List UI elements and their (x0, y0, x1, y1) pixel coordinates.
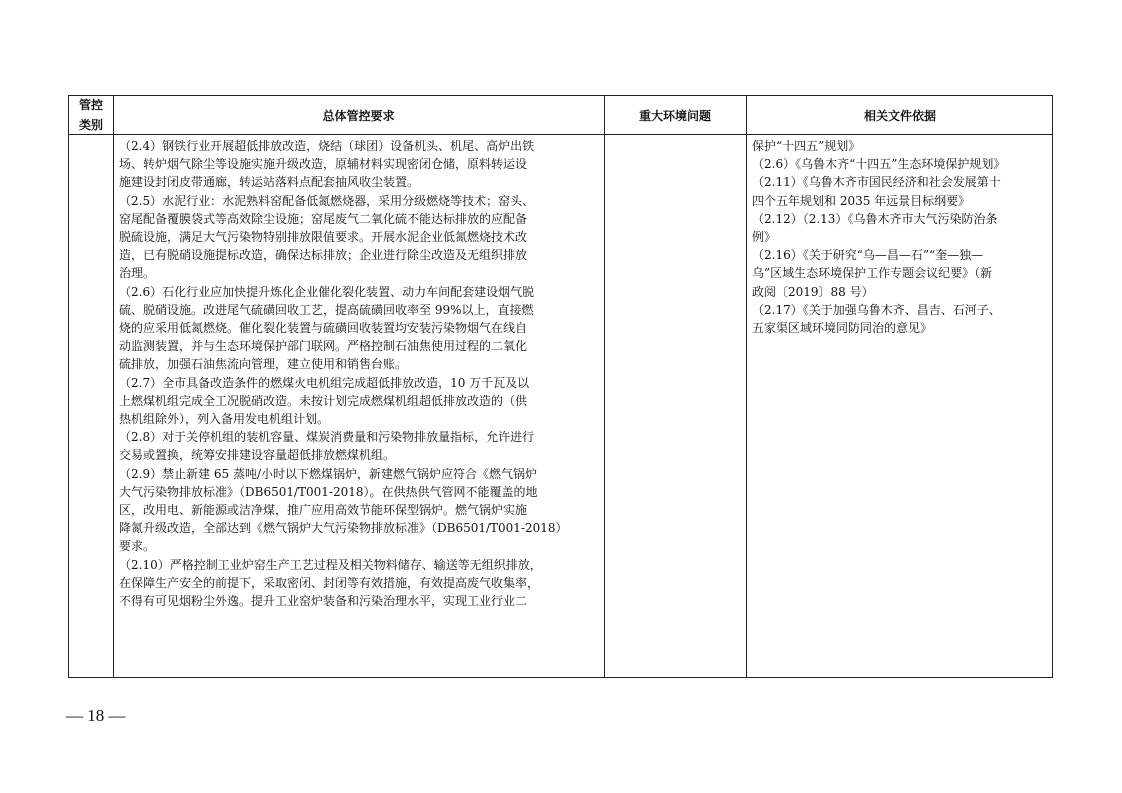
text-line: （2.16）《关于研究“乌—昌—石”“奎—独— (752, 248, 984, 263)
header-requirements: 总体管控要求 (322, 108, 395, 123)
references-cell (752, 137, 1049, 337)
text-line: 不得有可见烟粉尘外逸。提升工业窑炉装备和污染治理水平，实现工业行业二 (119, 594, 528, 609)
header-category-line2: 类别 (78, 118, 103, 132)
header-divider (69, 134, 1052, 135)
text-line: 施建设封闭皮带通廊，转运站落料点配套抽风收尘装置。 (119, 175, 420, 190)
page-number: — 18 — (66, 706, 126, 725)
text-line: 区，改用电、新能源或洁净煤，推广应用高效节能环保型锅炉。燃气锅炉实施 (119, 503, 528, 518)
text-line: 要求。 (119, 539, 156, 554)
text-line: 动监测装置，并与生态环境保护部门联网。严格控制石油焦使用过程的二氧化 (119, 339, 528, 354)
text-line: （2.4）钢铁行业开展超低排放改造，烧结（球团）设备机头、机尾、高炉出铁 (119, 139, 535, 153)
text-line: （2.9）禁止新建 65 蒸吨/小时以下燃煤锅炉，新建燃气锅炉应符合《燃气锅炉 (119, 466, 538, 481)
text-line: 上燃煤机组完成全工况脱硝改造。未按计划完成燃煤机组超低排放改造的（供 (119, 393, 528, 408)
text-line: 场、转炉烟气除尘等设施实施升级改造，原辅材料实现密闭仓储，原料转运设 (119, 157, 528, 172)
text-line: 硫排放，加强石油焦流向管理，建立使用和销售台账。 (119, 357, 408, 372)
column-divider (604, 96, 605, 677)
text-line: （2.17）《关于加强乌鲁木齐、昌吉、石河子、 (752, 302, 1001, 317)
text-line: （2.11）《乌鲁木齐市国民经济和社会发展第十 (752, 175, 1001, 190)
text-line: （2.8）对于关停机组的装机容量、煤炭消费量和污染物排放量指标，允许进行 (119, 430, 535, 445)
text-line: 硫、脱硝设施。改进尾气硫磺回收工艺，提高硫磺回收率至 99%以上，直接燃 (119, 302, 534, 317)
text-line: 降氮升级改造，全部达到《燃气锅炉大气污染物排放标准》（DB6501/T001-2018） (119, 521, 568, 536)
text-line: 治理。 (119, 266, 156, 281)
header-category (69, 96, 113, 134)
text-line: 五家渠区域环境同防同治的意见》 (752, 321, 933, 336)
text-line: 热机组除外），列入备用发电机组计划。 (119, 412, 330, 427)
text-line: 乌”区域生态环境保护工作专题会议纪要》（新 (752, 266, 993, 281)
requirements-cell (119, 137, 599, 610)
text-line: （2.6）石化行业应加快提升炼化企业催化裂化装置、动力车间配套建设烟气脱 (119, 284, 535, 299)
header-category-line1: 管控 (78, 98, 103, 112)
text-line: （2.5）水泥行业：水泥熟料窑配备低氮燃烧器，采用分级燃烧等技术；窑头、 (119, 193, 535, 208)
text-line: 例》 (752, 230, 777, 245)
text-line: 烧的应采用低氮燃烧。催化裂化装置与硫磺回收装置均安装污染物烟气在线自 (119, 321, 528, 336)
text-line: 窑尾配备覆膜袋式等高效除尘设施；窑尾废气二氧化硫不能达标排放的应配备 (119, 211, 528, 226)
management-table (68, 95, 1053, 678)
header-references: 相关文件依据 (863, 108, 936, 123)
text-line: （2.6）《乌鲁木齐“十四五”生态环境保护规划》 (752, 157, 1006, 172)
column-divider (113, 96, 114, 677)
text-line: 脱硫设施，满足大气污染物特别排放限值要求。开展水泥企业低氮燃烧技术改 (119, 230, 528, 245)
text-line: 四个五年规划和 2035 年远景目标纲要》 (752, 193, 971, 208)
text-line: 政阅〔2019〕88 号） (752, 284, 874, 299)
text-line: 保护“十四五”规划》 (752, 139, 861, 153)
text-line: （2.7）全市具备改造条件的燃煤火电机组完成超低排放改造，10 万千瓦及以 (119, 375, 530, 390)
header-issues: 重大环境问题 (638, 108, 711, 123)
column-divider (746, 96, 747, 677)
text-line: 在保障生产安全的前提下，采取密闭、封闭等有效措施，有效提高废气收集率， (119, 575, 540, 590)
text-line: （2.12）（2.13）《乌鲁木齐市大气污染防治条 (752, 211, 998, 226)
text-line: 交易或置换，统筹安排建设容量超低排放燃煤机组。 (119, 448, 396, 463)
text-line: 造，已有脱硝设施提标改造，确保达标排放；企业进行除尘改造及无组织排放 (119, 248, 528, 263)
text-line: 大气污染物排放标准》（DB6501/T001-2018）。在供热供气管网不能覆盖的地 (119, 484, 538, 499)
text-line: （2.10）严格控制工业炉窑生产工艺过程及相关物料储存、输送等无组织排放， (119, 557, 542, 572)
